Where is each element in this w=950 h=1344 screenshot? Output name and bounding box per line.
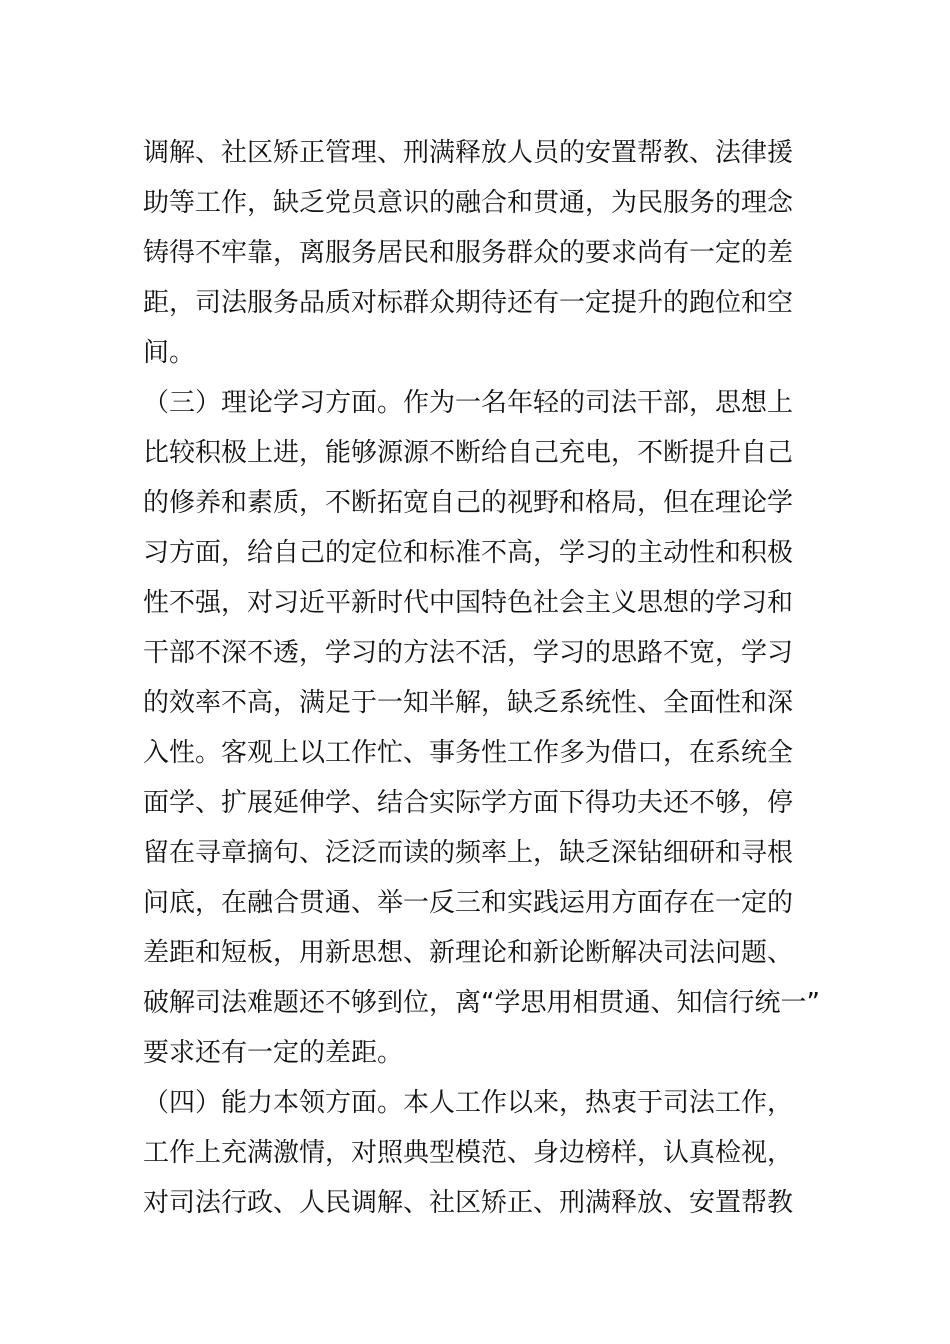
- text-line: 铸得不牢靠，离服务居民和服务群众的要求尚有一定的差: [143, 238, 794, 268]
- text-line: 工作上充满激情，对照典型模范、身边榜样，认真检视，: [143, 1138, 794, 1168]
- text-line: 面学、扩展延伸学、结合实际学方面下得功夫还不够，停: [143, 788, 794, 818]
- text-line: 性不强，对习近平新时代中国特色社会主义思想的学习和: [143, 588, 794, 618]
- text-line: 调解、社区矫正管理、刑满释放人员的安置帮教、法律援: [143, 138, 794, 168]
- section-heading-line: （四）能力本领方面。本人工作以来，热衷于司法工作，: [143, 1088, 794, 1118]
- text-line: 习方面，给自己的定位和标准不高，学习的主动性和积极: [143, 538, 794, 568]
- text-line: 助等工作，缺乏党员意识的融合和贯通，为民服务的理念: [143, 188, 794, 218]
- body-text: [143, 128, 823, 1228]
- text-line: 距，司法服务品质对标群众期待还有一定提升的跑位和空: [143, 288, 794, 318]
- text-line: 的效率不高，满足于一知半解，缺乏系统性、全面性和深: [143, 688, 794, 718]
- text-line: 干部不深不透，学习的方法不活，学习的思路不宽，学习: [143, 638, 794, 668]
- text-line: 差距和短板，用新思想、新理论和新论断解决司法问题、: [143, 938, 794, 968]
- text-line: 留在寻章摘句、泛泛而读的频率上，缺乏深钻细研和寻根: [143, 838, 794, 868]
- text-line: 对司法行政、人民调解、社区矫正、刑满释放、安置帮教: [143, 1188, 794, 1218]
- text-line: 比较积极上进，能够源源不断给自己充电，不断提升自己: [143, 438, 794, 468]
- text-line: 要求还有一定的差距。: [143, 1038, 404, 1068]
- text-line: 问底，在融合贯通、举一反三和实践运用方面存在一定的: [143, 888, 794, 918]
- text-line: 的修养和素质，不断拓宽自己的视野和格局，但在理论学: [143, 488, 794, 518]
- section-heading-line: （三）理论学习方面。作为一名年轻的司法干部，思想上: [143, 388, 794, 418]
- text-line: 间。: [143, 338, 196, 368]
- text-line: 破解司法难题还不够到位，离“学思用相贯通、知信行统一”: [143, 988, 820, 1018]
- text-line: 入性。客观上以工作忙、事务性工作多为借口，在系统全: [143, 738, 794, 768]
